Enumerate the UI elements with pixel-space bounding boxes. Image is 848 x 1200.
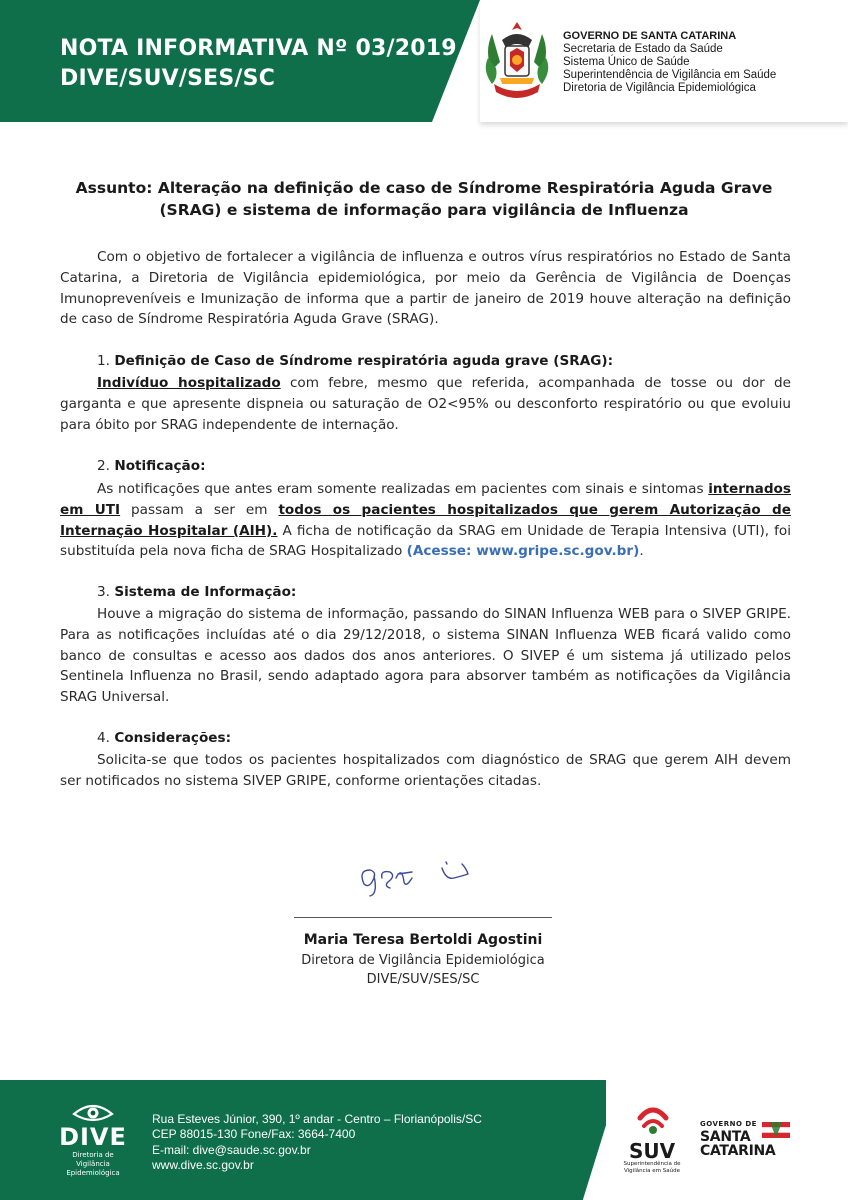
section2-text-c: A ficha de notificação da SRAG em Unidade de Terapia Intensiva (UTI), foi substituída pela nova ficha de SRAG Hospitalizado — [60, 522, 791, 560]
gov-line-superintendencia: Superintendência de Vigilância em Saúde — [563, 69, 777, 81]
subject-heading — [60, 177, 788, 221]
subject-line2: (SRAG) e sistema de informação para vigilância de Influenza — [159, 201, 689, 219]
address-street: Rua Esteves Júnior, 390, 1º andar - Centro – Florianópolis/SC — [152, 1112, 482, 1126]
sc-government-label: GOVERNO DE — [700, 1120, 757, 1128]
signature-line — [294, 917, 552, 918]
section4-number: 4. — [97, 730, 110, 746]
section3-paragraph: Houve a migração do sistema de informação, passando do SINAN Influenza WEB para o SIVEP GRIPE. Para as notificações incluídas até o dia 29/12/2018, o sistema SINAN Influenza WEB ficará valido como banco de consultas e acesso aos dados dos anos anteriores. O SIVEP é um sistema já utilizado pelos Sentinela Influenza no Brasil, sendo adaptado agora para absorver também as notificações da Vigilância SRAG Universal. — [60, 606, 791, 706]
section4-heading — [97, 728, 231, 749]
address-cep-phone: CEP 88015-130 Fone/Fax: 3664-7400 — [152, 1127, 356, 1142]
santa-catarina-flag-icon — [762, 1122, 790, 1138]
section1-heading — [97, 351, 613, 372]
sc-name-line1: SANTA — [700, 1129, 751, 1145]
santa-catarina-coat-of-arms-icon — [480, 18, 554, 106]
dive-logo-text: DIVE — [59, 1123, 127, 1151]
suv-logo-subtitle — [622, 1161, 682, 1175]
signer-organization: DIVE/SUV/SES/SC — [366, 972, 480, 987]
section2-title: Notificação: — [114, 458, 206, 474]
section2-emphasis-uti: internados em UTI — [60, 481, 791, 518]
dive-sub-line1: Diretoria de Vigilância — [72, 1151, 114, 1168]
government-header-block — [563, 30, 776, 95]
section3-number: 3. — [97, 584, 110, 600]
section3-title: Sistema de Informação: — [114, 584, 297, 600]
signer-role: Diretora de Vigilância Epidemiológica — [301, 953, 545, 968]
gov-line-secretaria: Secretaria de Estado da Saúde — [563, 43, 723, 55]
section1-emphasis: Indivíduo hospitalizado — [97, 375, 281, 391]
section4-title: Considerações: — [114, 730, 232, 746]
section2-text-a: As notificações que antes eram somente realizadas em pacientes com sinais e sintomas — [97, 481, 709, 497]
note-title — [60, 34, 457, 94]
footer-address — [152, 1112, 482, 1173]
dive-sub-line2: Epidemiológica — [66, 1169, 120, 1177]
gov-line-diretoria: Diretoria de Vigilância Epidemiológica — [563, 82, 756, 94]
suv-logo-text: SUV — [628, 1139, 676, 1163]
gov-line-sus: Sistema Único de Saúde — [563, 56, 690, 68]
sc-name-line2: CATARINA — [700, 1143, 776, 1159]
dive-logo-subtitle — [55, 1151, 131, 1178]
section4-paragraph: Solicita-se que todos os pacientes hospitalizados com diagnóstico de SRAG que gerem AIH devem ser notificados no sistema SIVEP GRIPE, conforme orientações citadas. — [60, 752, 791, 789]
intro-paragraph: Com o objetivo de fortalecer a vigilância de influenza e outros vírus respiratórios no Estado de Santa Catarina, a Diretoria de Vigilância epidemiológica, por meio da Gerência de Vigilância de Doenças Imunopreveníveis e Imunização de informa que a partir de janeiro de 2019 houve alteração na definição de caso de Síndrome Respiratória Aguda Grave (SRAG). — [60, 249, 791, 328]
section1-paragraph — [60, 373, 791, 435]
section2-paragraph — [60, 479, 791, 562]
dive-eye-logo-icon — [72, 1100, 114, 1124]
section1-title: Definição de Caso de Síndrome respiratória aguda grave (SRAG): — [114, 353, 614, 369]
gripe-site-link[interactable]: (Acesse: www.gripe.sc.gov.br) — [406, 543, 640, 560]
address-website[interactable]: www.dive.sc.gov.br — [152, 1157, 254, 1172]
address-email[interactable]: E-mail: dive@saude.sc.gov.br — [152, 1142, 311, 1157]
suv-sub-line1: Superintendência de — [623, 1161, 681, 1167]
signer-name: Maria Teresa Bertoldi Agostini — [303, 932, 543, 948]
section2-heading — [97, 456, 206, 477]
section1-text: com febre, mesmo que referida, acompanhada de tosse ou dor de garganta e que apresente dispneia ou saturação de O2<95% ou desconforto respiratório ou que evoluiu para óbito por SRAG independente de internação. — [60, 375, 791, 433]
section2-emphasis-aih: todos os pacientes hospitalizados que gerem Autorização de Internação Hospitalar (AIH). — [60, 501, 791, 539]
section3-heading — [97, 582, 296, 603]
suv-logo-icon — [634, 1104, 672, 1138]
note-title-line1: NOTA INFORMATIVA Nº 03/2019 — [60, 36, 457, 61]
section2-number: 2. — [97, 458, 110, 474]
note-title-line2: DIVE/SUV/SES/SC — [60, 66, 276, 91]
section2-text-d: . — [639, 543, 644, 560]
handwritten-signature — [350, 848, 490, 898]
section1-number: 1. — [97, 353, 110, 369]
section2-text-b: passam a ser em — [120, 501, 279, 518]
subject-line1: Assunto: Alteração na definição de caso de Síndrome Respiratória Aguda Grave — [75, 179, 773, 197]
suv-sub-line2: Vigilância em Saúde — [624, 1168, 680, 1174]
government-name: GOVERNO DE SANTA CATARINA — [563, 30, 737, 42]
